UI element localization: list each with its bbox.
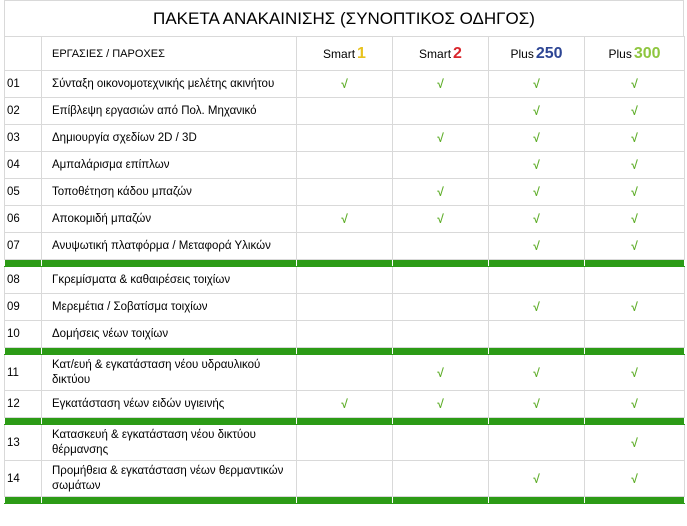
separator-cell [5,348,42,355]
plan-cell [585,461,685,497]
plan-cell [297,206,393,233]
check-icon: √ [341,212,348,226]
check-icon: √ [631,397,638,411]
row-number: 07 [5,233,42,260]
plan-cell [585,152,685,179]
plan-cell [297,355,393,391]
group-separator [5,348,685,355]
plan-cell [489,125,585,152]
plan-cell [585,267,685,294]
row-number: 13 [5,425,42,461]
check-icon: √ [533,185,540,199]
table-row [5,71,685,98]
table-row [5,233,685,260]
row-number: 09 [5,294,42,321]
plan-cell [489,233,585,260]
plan-header-plus-250 [489,37,585,71]
check-icon: √ [533,77,540,91]
plan-cell [585,391,685,418]
check-icon: √ [437,397,444,411]
separator-cell [585,348,685,355]
plan-name: Plus [608,46,632,61]
check-icon: √ [533,131,540,145]
task-label: Εγκατάσταση νέων ειδών υγιεινής [42,391,297,418]
plan-cell [297,461,393,497]
row-number: 06 [5,206,42,233]
plan-tier: 2 [453,44,462,62]
plan-cell [297,294,393,321]
check-icon: √ [437,185,444,199]
plan-cell [393,71,489,98]
header-row [5,37,685,71]
row-number: 14 [5,461,42,497]
plan-cell [585,206,685,233]
check-icon: √ [533,212,540,226]
separator-cell [5,497,42,504]
header-num-cell [5,37,42,71]
plan-cell [489,391,585,418]
row-number: 12 [5,391,42,418]
separator-cell [489,348,585,355]
table-row [5,355,685,391]
plan-cell [585,425,685,461]
task-label: Δημιουργία σχεδίων 2D / 3D [42,125,297,152]
row-number: 01 [5,71,42,98]
check-icon: √ [437,365,444,380]
table-row [5,206,685,233]
separator-cell [5,418,42,425]
check-icon: √ [631,131,638,145]
plan-cell [489,425,585,461]
table-row [5,179,685,206]
plan-cell [393,267,489,294]
plan-cell [489,179,585,206]
plan-cell [585,125,685,152]
plan-cell [393,461,489,497]
plan-cell [489,267,585,294]
plan-header-plus-300 [585,37,685,71]
row-number: 02 [5,98,42,125]
check-icon: √ [631,300,638,314]
separator-cell [393,348,489,355]
check-icon: √ [437,212,444,226]
table-row [5,461,685,497]
check-icon: √ [437,131,444,145]
separator-cell [297,418,393,425]
task-label: Αποκομιδή μπαζών [42,206,297,233]
plan-cell [297,321,393,348]
check-icon: √ [631,104,638,118]
task-label: Αμπαλάρισμα επίπλων [42,152,297,179]
separator-cell [585,418,685,425]
check-icon: √ [631,185,638,199]
plan-cell [585,179,685,206]
check-icon: √ [631,365,638,380]
packages-comparison-table [4,36,685,504]
plan-cell [297,391,393,418]
separator-cell [42,260,297,267]
separator-cell [489,418,585,425]
check-icon: √ [341,77,348,91]
check-icon: √ [631,158,638,172]
plan-cell [489,294,585,321]
header-tasks-label: ΕΡΓΑΣΙΕΣ / ΠΑΡΟΧΕΣ [42,37,297,71]
task-label: Γκρεμίσματα & καθαιρέσεις τοιχίων [42,267,297,294]
row-number: 10 [5,321,42,348]
separator-cell [393,418,489,425]
plan-cell [489,321,585,348]
task-label: Προμήθεια & εγκατάσταση νέων θερμαντικών σωμάτων [42,461,297,497]
table-title: ΠΑΚΕΤΑ ΑΝΑΚΑΙΝΙΣΗΣ (ΣΥΝΟΠΤΙΚΟΣ ΟΔΗΓΟΣ) [4,0,684,36]
plan-cell [393,125,489,152]
check-icon: √ [341,397,348,411]
plan-cell [297,179,393,206]
plan-cell [393,391,489,418]
separator-cell [297,497,393,504]
group-separator [5,497,685,504]
check-icon: √ [631,471,638,486]
plan-cell [393,206,489,233]
table-row [5,391,685,418]
check-icon: √ [437,77,444,91]
separator-cell [42,418,297,425]
check-icon: √ [533,471,540,486]
plan-cell [297,152,393,179]
plan-tier: 250 [535,44,563,62]
plan-cell [393,179,489,206]
table-row [5,125,685,152]
check-icon: √ [533,300,540,314]
row-number: 08 [5,267,42,294]
plan-name: Smart [323,46,356,61]
table-row [5,425,685,461]
task-label: Κατ/ευή & εγκατάσταση νέου υδραυλικού δικτύου [42,355,297,391]
task-label: Δομήσεις νέων τοιχίων [42,321,297,348]
separator-cell [393,497,489,504]
check-icon: √ [631,239,638,253]
row-number: 03 [5,125,42,152]
plan-cell [393,294,489,321]
plan-cell [489,152,585,179]
separator-cell [5,260,42,267]
plan-cell [297,98,393,125]
table-row [5,152,685,179]
plan-cell [297,425,393,461]
plan-cell [393,152,489,179]
group-separator [5,260,685,267]
table-row [5,267,685,294]
plan-cell [585,294,685,321]
group-separator [5,418,685,425]
separator-cell [393,260,489,267]
task-label: Τοποθέτηση κάδου μπαζών [42,179,297,206]
plan-name: Smart [419,46,452,61]
packages-table-container [4,0,684,504]
plan-cell [393,425,489,461]
row-number: 04 [5,152,42,179]
plan-cell [489,461,585,497]
check-icon: √ [533,239,540,253]
plan-header-smart-2 [393,37,489,71]
separator-cell [297,260,393,267]
plan-cell [585,71,685,98]
plan-cell [393,98,489,125]
plan-tier: 1 [357,44,366,62]
separator-cell [489,260,585,267]
task-label: Σύνταξη οικονομοτεχνικής μελέτης ακινήτου [42,71,297,98]
plan-cell [297,71,393,98]
task-label: Κατασκευή & εγκατάσταση νέου δικτύου θέρμανσης [42,425,297,461]
plan-cell [489,71,585,98]
plan-name: Plus [510,46,534,61]
plan-cell [393,321,489,348]
plan-cell [489,355,585,391]
plan-cell [297,125,393,152]
check-icon: √ [533,104,540,118]
plan-cell [489,98,585,125]
table-row [5,294,685,321]
check-icon: √ [533,365,540,380]
check-icon: √ [533,397,540,411]
check-icon: √ [533,158,540,172]
task-label: Επίβλεψη εργασιών από Πολ. Μηχανικό [42,98,297,125]
separator-cell [489,497,585,504]
row-number: 05 [5,179,42,206]
separator-cell [585,260,685,267]
separator-cell [297,348,393,355]
plan-tier: 300 [633,44,661,62]
plan-cell [585,233,685,260]
separator-cell [585,497,685,504]
task-label: Ανυψωτική πλατφόρμα / Μεταφορά Υλικών [42,233,297,260]
plan-cell [489,206,585,233]
table-row [5,98,685,125]
plan-cell [585,98,685,125]
plan-cell [393,355,489,391]
task-label: Μερεμέτια / Σοβατίσμα τοιχίων [42,294,297,321]
plan-cell [297,267,393,294]
separator-cell [42,348,297,355]
plan-header-smart-1 [297,37,393,71]
check-icon: √ [631,212,638,226]
check-icon: √ [631,435,638,450]
plan-cell [585,321,685,348]
plan-cell [393,233,489,260]
row-number: 11 [5,355,42,391]
plan-cell [297,233,393,260]
table-row [5,321,685,348]
plan-cell [585,355,685,391]
check-icon: √ [631,77,638,91]
separator-cell [42,497,297,504]
